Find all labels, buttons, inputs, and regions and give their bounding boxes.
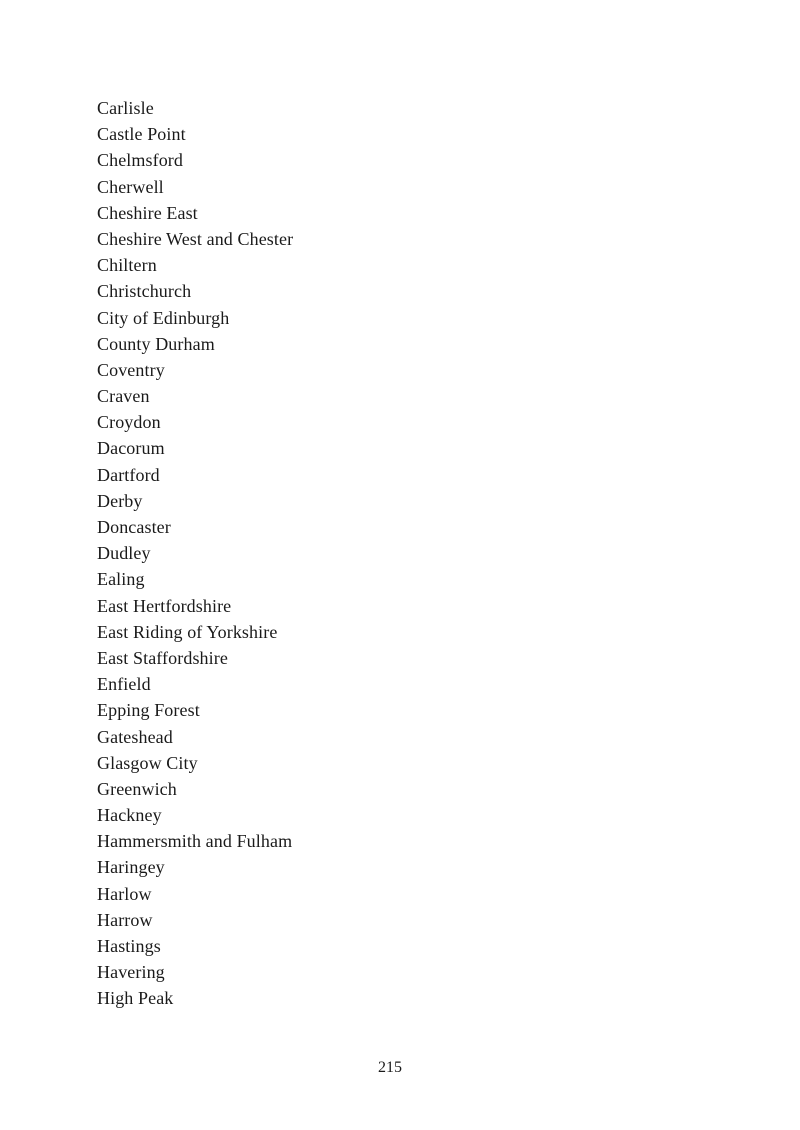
list-item: City of Edinburgh [97,307,230,328]
list-item: Cheshire West and Chester [97,228,294,249]
list-item: Gateshead [97,726,173,747]
list-item: Dartford [97,464,160,485]
list-item: Dudley [97,543,151,564]
list-item: Haringey [97,857,165,878]
list-item: Ealing [97,569,145,590]
list-item: Hackney [97,805,162,826]
list-item: Craven [97,386,150,407]
entry-list [97,95,293,1012]
list-item: Harlow [97,883,152,904]
list-item: Carlisle [97,98,154,118]
list-item: Epping Forest [97,700,200,721]
list-item: East Staffordshire [97,647,228,668]
list-item: Cherwell [97,176,164,197]
list-item: Hammersmith and Fulham [97,831,293,852]
list-item: Doncaster [97,517,171,537]
list-item: Dacorum [97,438,165,459]
list-item: Hastings [97,936,161,956]
list-item: East Riding of Yorkshire [97,621,278,642]
list-item: Enfield [97,674,151,695]
list-item: Chiltern [97,255,157,276]
list-item: Chelmsford [97,150,183,171]
list-item: Coventry [97,359,165,380]
list-item: East Hertfordshire [97,595,232,616]
list-item: County Durham [97,333,215,354]
list-item: Derby [97,490,143,511]
page-number: 215 [378,1059,402,1076]
list-item: Havering [97,962,165,983]
list-item: Cheshire East [97,202,198,223]
list-item: Christchurch [97,281,192,302]
list-item: Castle Point [97,124,186,145]
list-item: Harrow [97,909,153,930]
list-item: High Peak [97,988,174,1009]
list-item: Greenwich [97,778,177,799]
list-item: Croydon [97,412,161,433]
list-item: Glasgow City [97,752,198,773]
